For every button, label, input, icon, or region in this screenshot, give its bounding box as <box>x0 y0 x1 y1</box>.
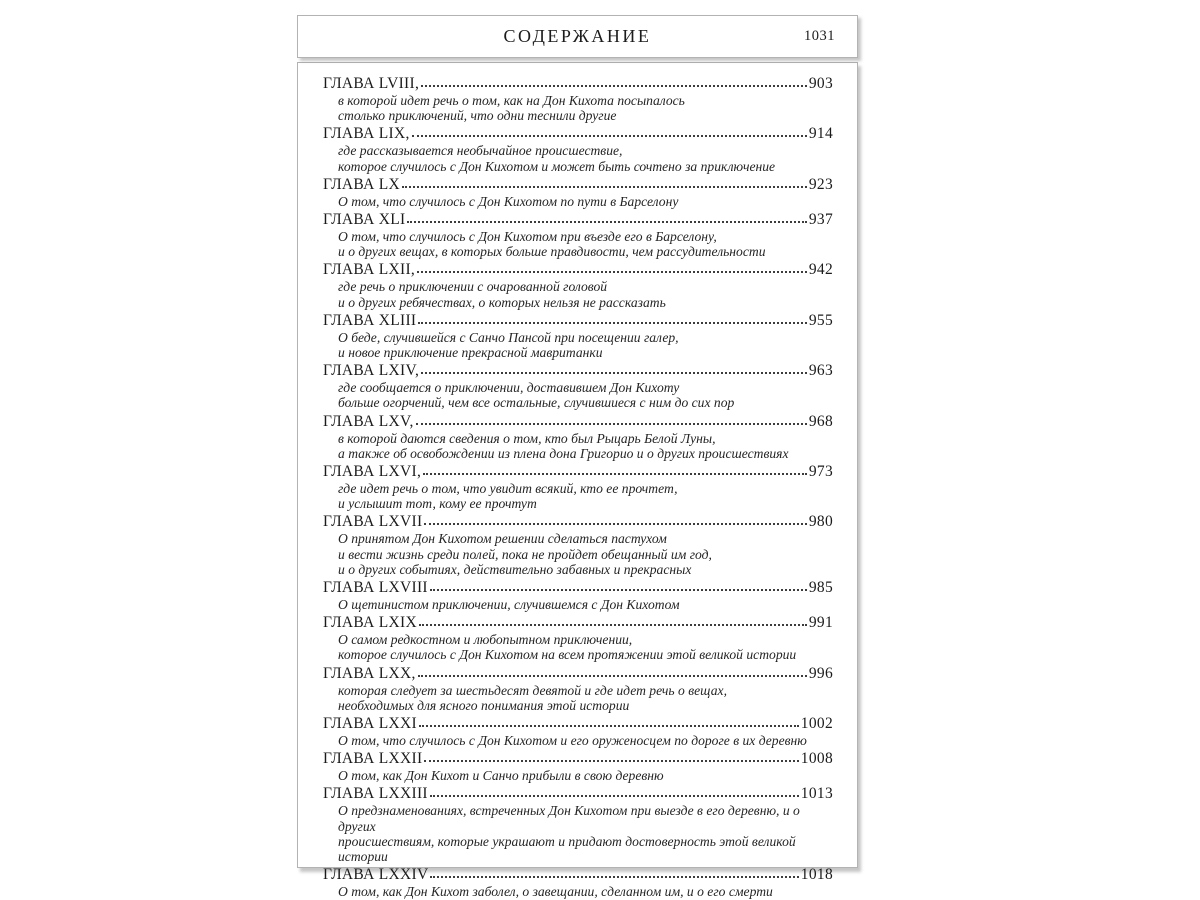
chapter-label: ГЛАВА LVIII, <box>323 75 420 92</box>
toc-entry-head <box>323 261 833 278</box>
subtitle-line: и о других ребячествах, о которых нельзя не рассказать <box>338 294 666 310</box>
chapter-subtitle <box>323 632 833 662</box>
subtitle-line: которое случилось с Дон Кихотом и может быть сочтено за приключение <box>338 158 776 174</box>
dot-leader <box>421 372 807 374</box>
chapter-page-number: 968 <box>808 412 833 430</box>
header-page-number: 1031 <box>804 28 835 44</box>
chapter-subtitle <box>323 279 833 309</box>
chapter-page-number: 937 <box>808 211 833 229</box>
toc-entry-head <box>323 665 833 682</box>
subtitle-line: и о других событиях, действительно забавных и прекрасных <box>338 561 692 577</box>
toc-entry <box>323 513 833 577</box>
toc-entry <box>323 362 833 410</box>
dot-leader <box>419 725 799 727</box>
chapter-label: ГЛАВА LXIX <box>323 614 417 632</box>
subtitle-line: О том, как Дон Кихот заболел, о завещании, сделанном им, и о его смерти <box>338 884 773 900</box>
chapter-subtitle <box>323 803 833 864</box>
chapter-label: ГЛАВА LIX, <box>323 125 410 143</box>
toc-entry-head <box>323 312 833 329</box>
chapter-label: ГЛАВА LXXIII <box>323 785 428 803</box>
subtitle-line: а также об освобождении из плена дона Григорио и о других происшествиях <box>338 445 789 461</box>
chapter-page-number: 991 <box>808 614 833 632</box>
chapter-label: ГЛАВА LXII, <box>323 261 416 279</box>
dot-leader <box>412 135 807 137</box>
toc-entry <box>323 413 833 461</box>
toc-entry-head <box>323 362 833 379</box>
chapter-page-number: 955 <box>808 311 833 329</box>
chapter-label: ГЛАВА LXV, <box>323 412 414 430</box>
chapter-label: ГЛАВА XLIII <box>323 311 417 329</box>
toc-entry <box>323 312 833 360</box>
dot-leader <box>417 271 807 273</box>
subtitle-line: необходимых для ясного понимания этой истории <box>338 697 630 713</box>
dot-leader <box>430 795 799 797</box>
chapter-page-number: 914 <box>808 125 833 143</box>
toc-entry <box>323 785 833 864</box>
toc-entry-head <box>323 579 833 596</box>
toc-entry <box>323 750 833 783</box>
subtitle-line: и услышит тот, кому ее прочтут <box>338 496 537 512</box>
toc-entry-head <box>323 785 833 802</box>
toc-entry <box>323 715 833 748</box>
toc-entry <box>323 866 833 899</box>
chapter-label: ГЛАВА LXVIII <box>323 579 428 597</box>
chapter-page-number: 942 <box>808 261 833 279</box>
toc-entry <box>323 665 833 713</box>
chapter-page-number: 1018 <box>800 866 833 884</box>
subtitle-line: О щетинистом приключении, случившемся с Дон Кихотом <box>338 597 680 613</box>
toc-entry-head <box>323 211 833 228</box>
dot-leader <box>419 624 807 626</box>
chapter-page-number: 1008 <box>800 750 833 768</box>
chapter-page-number: 1002 <box>800 715 833 733</box>
dot-leader <box>430 589 807 591</box>
toc-entry <box>323 614 833 662</box>
toc-entry <box>323 261 833 309</box>
toc-entry-head <box>323 413 833 430</box>
chapter-page-number: 963 <box>808 362 833 380</box>
toc-entry-head <box>323 715 833 732</box>
dot-leader <box>424 760 798 762</box>
chapter-label: ГЛАВА LXVI, <box>323 463 422 481</box>
toc-entry-head <box>323 125 833 142</box>
subtitle-line: и новое приключение прекрасной мавританки <box>338 345 603 361</box>
chapter-subtitle <box>323 143 833 173</box>
subtitle-line: О том, что случилось с Дон Кихотом и его оруженосцем по дороге в их деревню <box>338 733 807 749</box>
chapter-label: ГЛАВА XLI <box>323 211 406 229</box>
chapter-page-number: 996 <box>808 664 833 682</box>
chapter-subtitle <box>323 683 833 713</box>
chapter-label: ГЛАВА LX <box>323 175 400 193</box>
dot-leader <box>418 322 806 324</box>
toc-entry <box>323 579 833 612</box>
subtitle-line: О беде, случившейся с Санчо Пансой при посещении галер, <box>338 329 679 345</box>
toc-entry <box>323 211 833 259</box>
toc-entry <box>323 463 833 511</box>
toc-entry <box>323 125 833 173</box>
toc-entry-head <box>323 750 833 767</box>
chapter-subtitle <box>323 380 833 410</box>
chapter-subtitle <box>323 768 833 783</box>
toc-entry-head <box>323 614 833 631</box>
subtitle-line: О самом редкостном и любопытном приключении, <box>338 632 633 648</box>
chapter-page-number: 985 <box>808 579 833 597</box>
chapter-page-number: 1013 <box>800 785 833 803</box>
subtitle-line: где рассказывается необычайное происшествие, <box>338 143 623 159</box>
dot-leader <box>407 221 806 223</box>
dot-leader <box>418 675 807 677</box>
chapter-page-number: 973 <box>808 463 833 481</box>
subtitle-line: столько приключений, что одни теснили другие <box>338 108 617 124</box>
subtitle-line: происшествиям, которые украшают и придают достоверность этой великой истории <box>338 833 796 865</box>
chapter-label: ГЛАВА LXVII <box>323 513 423 531</box>
chapter-subtitle <box>323 597 833 612</box>
toc-page <box>297 15 858 900</box>
chapter-label: ГЛАВА LXXII <box>323 750 423 768</box>
subtitle-line: О предзнаменованиях, встреченных Дон Кихотом при выезде в его деревню, и о других <box>338 803 800 834</box>
chapter-page-number: 980 <box>808 513 833 531</box>
toc-entry-head <box>323 513 833 530</box>
toc-entry-head <box>323 463 833 480</box>
chapter-page-number: 903 <box>808 75 833 92</box>
subtitle-line: которое случилось с Дон Кихотом на всем протяжении этой великой истории <box>338 647 797 663</box>
chapter-page-number: 923 <box>808 175 833 193</box>
chapter-subtitle <box>323 531 833 577</box>
chapter-label: ГЛАВА LXX, <box>323 664 416 682</box>
chapter-subtitle <box>323 431 833 461</box>
dot-leader <box>424 523 806 525</box>
subtitle-line: больше огорчений, чем все остальные, случившиеся с ним до сих пор <box>338 395 735 411</box>
toc-entry <box>323 176 833 209</box>
dot-leader <box>421 85 807 87</box>
dot-leader <box>430 876 798 878</box>
subtitle-line: в которой даются сведения о том, кто был Рыцарь Белой Луны, <box>338 430 716 446</box>
chapter-subtitle <box>323 884 833 899</box>
page-title: СОДЕРЖАНИЕ <box>503 26 652 46</box>
subtitle-line: где сообщается о приключении, доставившем Дон Кихоту <box>338 380 680 396</box>
dot-leader <box>423 473 807 475</box>
chapter-label: ГЛАВА LXXIV <box>323 866 429 884</box>
chapter-subtitle <box>323 733 833 748</box>
subtitle-line: и о других вещах, в которых больше правдивости, чем рассудительности <box>338 244 766 260</box>
subtitle-line: О том, что случилось с Дон Кихотом при въезде его в Барселону, <box>338 229 717 245</box>
chapter-subtitle <box>323 481 833 511</box>
subtitle-line: где речь о приключении с очарованной головой <box>338 279 608 295</box>
chapter-subtitle <box>323 194 833 209</box>
subtitle-line: О том, что случилось с Дон Кихотом по пути в Барселону <box>338 193 679 209</box>
toc-entry <box>323 75 833 123</box>
toc-entry-head <box>323 176 833 193</box>
dot-leader <box>416 423 807 425</box>
subtitle-line: О том, как Дон Кихот и Санчо прибыли в свою деревню <box>338 768 664 784</box>
chapter-subtitle <box>323 330 833 360</box>
dot-leader <box>402 186 807 188</box>
toc-entry-head <box>323 75 833 92</box>
subtitle-line: которая следует за шестьдесят девятой и где идет речь о вещах, <box>338 682 727 698</box>
page-header <box>297 15 858 58</box>
subtitle-line: О принятом Дон Кихотом решении сделаться пастухом <box>338 531 667 547</box>
chapter-subtitle <box>323 229 833 259</box>
chapter-label: ГЛАВА LXXI <box>323 715 417 733</box>
subtitle-line: и вести жизнь среди полей, пока не пройдет обещанный им год, <box>338 546 712 562</box>
subtitle-line: где идет речь о том, что увидит всякий, кто ее прочтет, <box>338 481 678 497</box>
chapter-subtitle <box>323 93 833 123</box>
toc-list <box>297 62 858 900</box>
toc-entry-head <box>323 866 833 883</box>
subtitle-line: в которой идет речь о том, как на Дон Кихота посыпалось <box>338 93 685 108</box>
chapter-label: ГЛАВА LXIV, <box>323 362 420 380</box>
